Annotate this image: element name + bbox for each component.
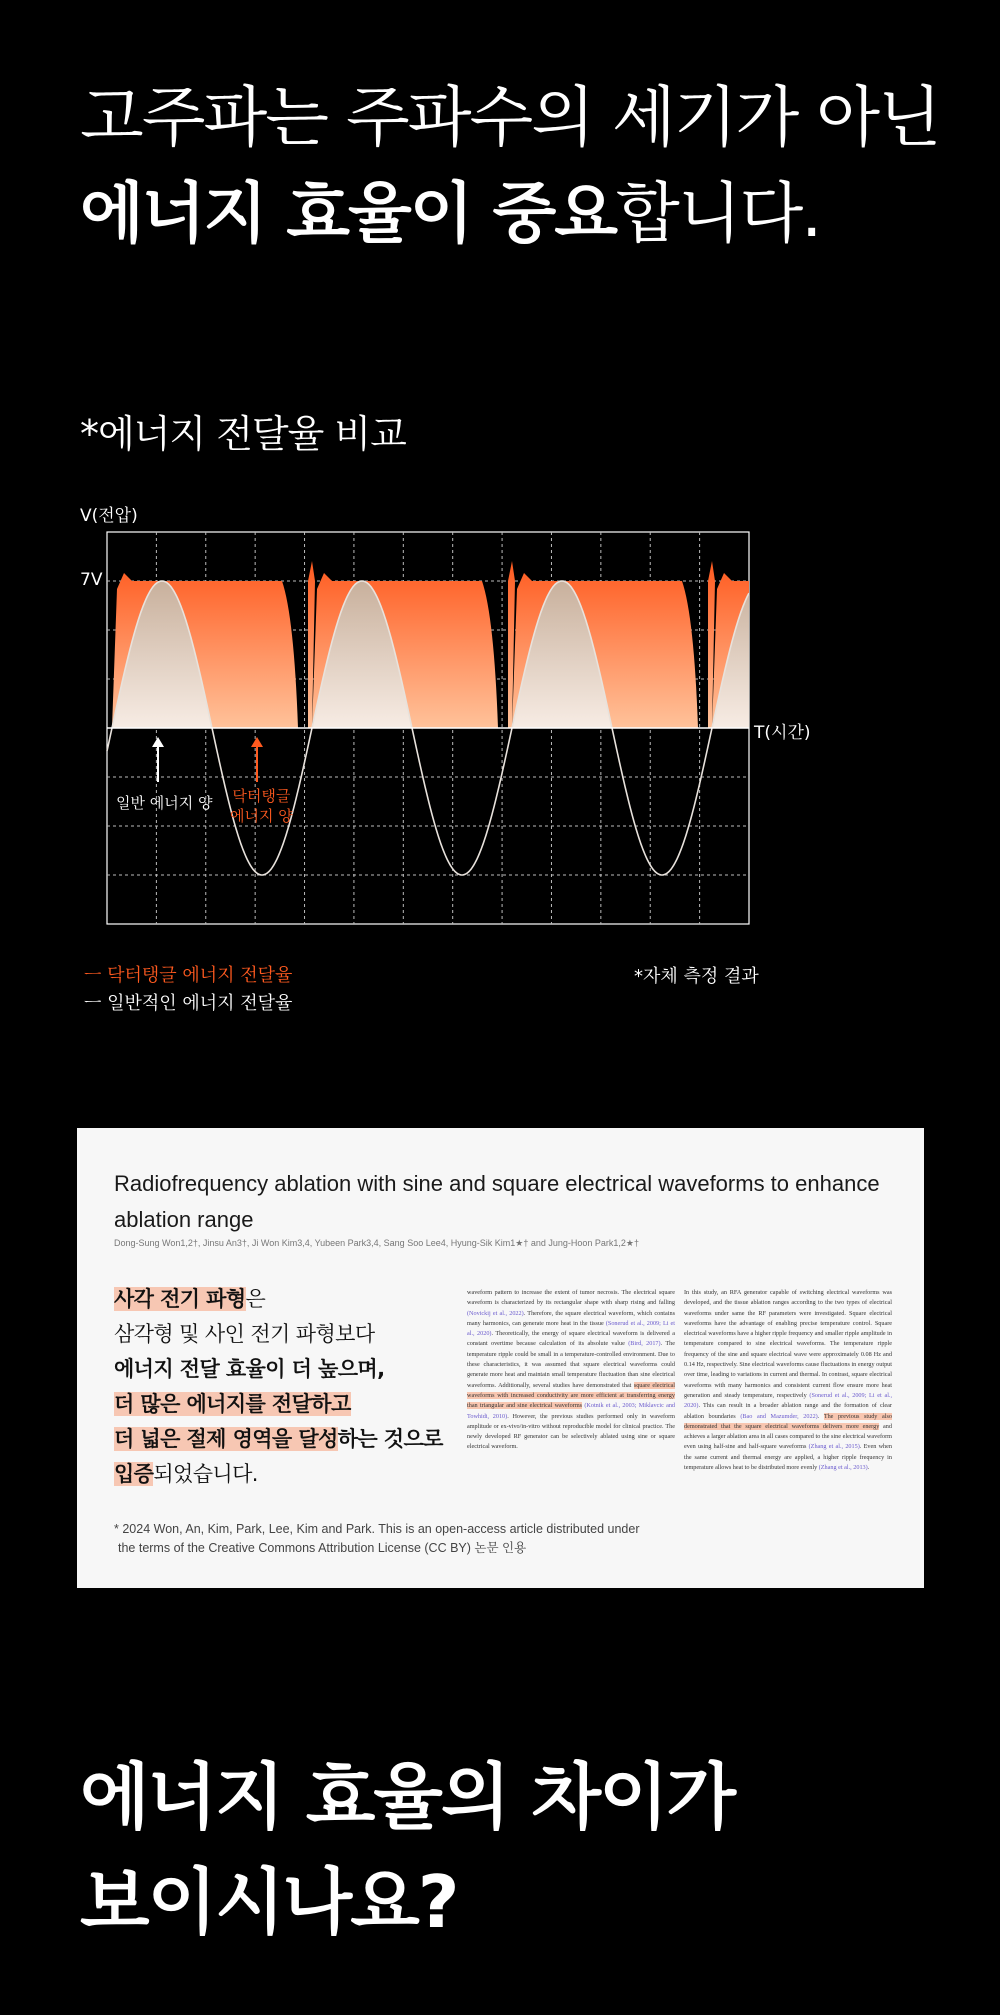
- col2-text-f: .: [867, 1464, 870, 1472]
- col2-highlight: The previous study also demonstrated that the square electrical waveforms delivers more energy: [684, 1412, 893, 1430]
- col1-text-b: . Therefore, the square electrical waveform, which contains many harmonics, can generate more heat in the tissue: [467, 1309, 675, 1327]
- quote-line3: 에너지 전달 효율이 더 높으며,: [114, 1357, 385, 1381]
- paper-footnote-line1: * 2024 Won, An, Kim, Park, Lee, Kim and Park. This is an open-access article distributed under: [114, 1522, 640, 1536]
- col1-text-d: . The temperature ripple could be small in a temperature-controlled environment. Due to these characteristics, it was assumed that square electrical waveforms could generate more heat and maintain small temperature fluctuation than sine electrical waveforms. Additionally, several studies have demonstrated that: [467, 1340, 676, 1389]
- col1-citation-b: (Sonerud et al., 2009; Li et al., 2020): [467, 1319, 675, 1338]
- col2-citation-e: (Zhang et al., 2013): [818, 1464, 868, 1472]
- col2-citation-a: (Sonerud et al., 2009; Li et al., 2020): [684, 1391, 893, 1410]
- chart-ylabel: V(전압): [80, 506, 138, 526]
- annotation-tangle-line2: 에너지 양: [230, 807, 293, 825]
- annotation-tangle-energy: [230, 786, 293, 826]
- quote-line5-rest: 하는 것으로: [337, 1427, 443, 1451]
- closing-question: [80, 1745, 734, 1955]
- col2-text-d: and achieves a larger ablation area in all cases compared to the sine electrical waveform even using half-sine and half-square waveforms: [684, 1422, 892, 1451]
- legend-normal: ㅡ 일반적인 에너지 전달율: [84, 993, 293, 1014]
- quote-line5-hl: 더 넓은 절제 영역을 달성: [114, 1427, 338, 1451]
- paper-title: Radiofrequency ablation with sine and square electrical waveforms to enhance ablation range: [114, 1171, 880, 1232]
- energy-comparison-chart: [0, 0, 1000, 960]
- section-title: *에너지 전달율 비교: [80, 412, 406, 456]
- chart-xlabel: T(시간): [754, 723, 811, 743]
- paper-footnote: [114, 1520, 640, 1558]
- quote-line6-hl: 입증: [114, 1462, 154, 1486]
- closing-line1: 에너지 효율의 차이가: [80, 1755, 735, 1839]
- headline-line2-bold: 에너지 효율이 중요: [80, 175, 617, 252]
- paper-authors: Dong-Sung Won1,2†, Jinsu An3†, Ji Won Kim3,4, Yubeen Park3,4, Sang Soo Lee4, Hyung-Sik Kim1★† and Jung-Hoon Park1,2★†: [114, 1238, 639, 1248]
- quote-line4: [114, 1387, 474, 1422]
- col1-citation-a: (Novickij et al., 2022): [467, 1309, 524, 1317]
- col2-text-c: .: [817, 1412, 824, 1420]
- col2-text-b: . This can result in a broader ablation range and the formation of clear ablation boundaries: [684, 1402, 892, 1420]
- col1-text-a: waveform pattern to increase the extent of tumor necrosis. The electrical square waveform is characterized by its rectangular shape with sharp rising and falling: [467, 1289, 675, 1307]
- quote-line6-rest: 되었습니다.: [153, 1462, 258, 1486]
- tangle-arrow: [251, 737, 263, 782]
- measurement-note: *자체 측정 결과: [634, 966, 759, 987]
- closing-line2: 보이시나요?: [80, 1860, 458, 1944]
- col1-highlight: square electrical waveforms with increased conductivity are more efficient at transferring energy than triangular and sine electrical waveforms: [467, 1381, 675, 1410]
- quote-line5: [114, 1422, 474, 1457]
- paper-summary-quote: [114, 1282, 474, 1492]
- paper-citation-card: [77, 1128, 924, 1588]
- quote-line1: [114, 1282, 474, 1317]
- headline-line2-rest: 합니다.: [616, 175, 821, 252]
- normal-arrow: [152, 737, 164, 782]
- col1-text-f: . However, the previous studies performed only in waveform amplitude or ex-vivo/in-vitro without reproducible model for clinical practice. The newly developed RF generator can be selectively ablated using sine or square electrical waveform.: [467, 1412, 675, 1451]
- quote-line4-hl: 더 많은 에너지를 전달하고: [114, 1392, 351, 1416]
- col1-citation-c: (Bird, 2017): [628, 1340, 661, 1348]
- col2-citation-b: (Bao and Mazumder, 2022): [740, 1412, 818, 1420]
- quote-line2: 삼각형 및 사인 전기 파형보다: [114, 1322, 375, 1346]
- legend-tangle: ㅡ 닥터탱글 에너지 전달율: [84, 965, 293, 986]
- paper-column-left: [467, 1288, 675, 1453]
- paper-column-right: [684, 1288, 892, 1473]
- col2-text-a: In this study, an RFA generator capable of switching electrical waveforms was developed, and the tissue ablation ranges according to the two types of electrical waveforms under same the RF parameters were investigated. Square electrical waveforms have the advantage of enabling precise temperature control. Square electrical waveforms have a higher ripple frequency and smaller ripple amplitude in temperature compared to sine electrical waveforms. The temperature ripple frequency of the sine and square electrical wave were approximately 0.08 Hz and 0.14 Hz, respectively. Sine electrical waveforms cause fluctuations in energy output over time, leading to variations in current and thermal. In contrast, square electrical waveforms with many harmonics and consistent current flow ensure more heat generation and steady temperature, respectively: [684, 1289, 892, 1399]
- chart-legend: [84, 962, 292, 1018]
- quote-line1-bold: 사각 전기 파형: [114, 1287, 246, 1311]
- col2-text-e: . Even when the same current and thermal energy are applied, a higher ripple frequency in temperature allows heat to be distributed more evenly: [684, 1443, 892, 1472]
- chart-ytick-7v: 7V: [80, 570, 103, 590]
- tangle-energy-area: [112, 561, 749, 728]
- annotation-tangle-line1: 닥터탱글: [232, 787, 291, 805]
- col1-text-c: . Theoretically, the energy of square electrical waveform is delivered a constant overtime because calculation of its absolute value: [467, 1330, 675, 1348]
- col1-citation-e: (Kotnik et al., 2003; Miklavcic and Towhidi, 2010): [467, 1402, 676, 1420]
- paper-footnote-line2: the terms of the Creative Commons Attribution License (CC BY) 논문 인용: [118, 1541, 527, 1555]
- col2-citation-d: (Zhang et al., 2015): [808, 1443, 860, 1451]
- quote-line1-rest: 은: [245, 1287, 266, 1311]
- headline-line1: 고주파는 주파수의 세기가 아닌: [80, 79, 940, 156]
- quote-line6: [114, 1457, 474, 1492]
- annotation-normal-energy: 일반 에너지 양: [116, 794, 213, 812]
